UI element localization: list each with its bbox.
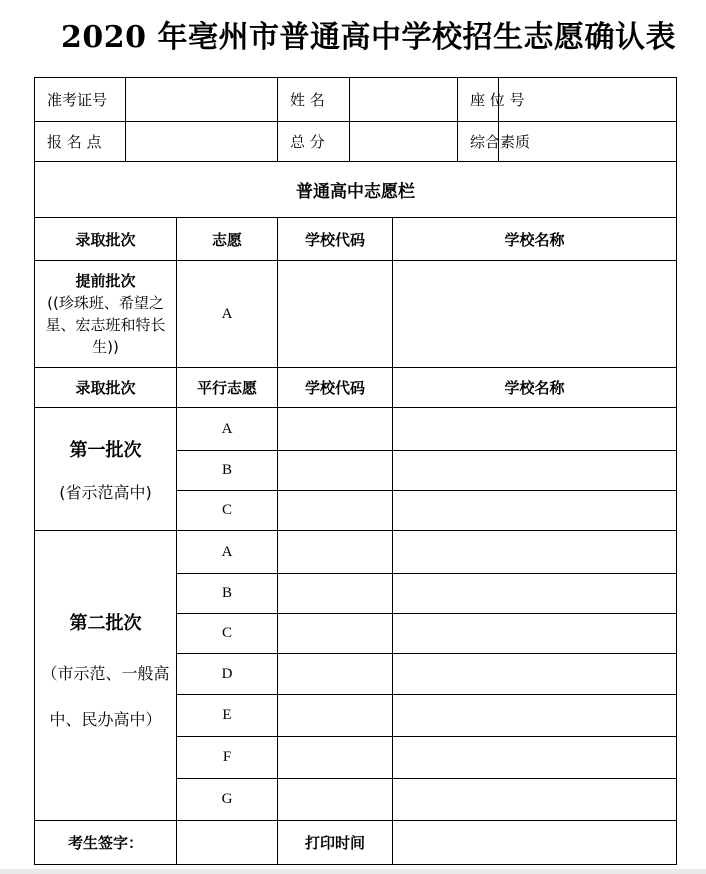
signature-label: 考生签字： — [35, 821, 177, 865]
header-school-name: 学校名称 — [393, 218, 677, 261]
header-batch: 录取批次 — [35, 218, 177, 261]
section-title-row — [35, 162, 677, 218]
seat-label: 座 位 号 — [458, 78, 499, 122]
header-row-2 — [35, 368, 677, 408]
second-batch-school-name[interactable] — [393, 531, 677, 574]
confirmation-form-table — [34, 77, 677, 865]
total-score-value[interactable] — [350, 122, 458, 162]
early-batch-cell — [35, 261, 177, 368]
info-row-1 — [35, 78, 677, 122]
second-batch-school-name[interactable] — [393, 574, 677, 614]
second-batch-choice: E — [177, 695, 278, 737]
early-batch-school-code[interactable] — [278, 261, 393, 368]
header2-school-name: 学校名称 — [393, 368, 677, 408]
seat-value[interactable] — [499, 78, 677, 122]
header-school-code: 学校代码 — [278, 218, 393, 261]
early-batch-name: 提前批次 — [75, 272, 136, 290]
second-batch-row-a — [35, 531, 677, 574]
second-batch-school-name[interactable] — [393, 695, 677, 737]
second-batch-choice: G — [177, 779, 278, 821]
second-batch-cell — [35, 531, 177, 821]
early-batch-school-name[interactable] — [393, 261, 677, 368]
header2-choice: 平行志愿 — [177, 368, 278, 408]
info-row-2 — [35, 122, 677, 162]
first-batch-choice: A — [177, 408, 278, 451]
quality-label: 综合素质 — [458, 122, 499, 162]
second-batch-choice: F — [177, 737, 278, 779]
first-batch-school-name[interactable] — [393, 491, 677, 531]
exam-number-label: 准考证号 — [35, 78, 126, 122]
second-batch-school-code[interactable] — [278, 654, 393, 695]
page-title: 2020 年亳州市普通高中学校招生志愿确认表 — [61, 20, 676, 55]
first-batch-note: (省示范高中) — [59, 482, 152, 502]
second-batch-school-code[interactable] — [278, 531, 393, 574]
first-batch-school-code[interactable] — [278, 491, 393, 531]
second-batch-school-code[interactable] — [278, 614, 393, 654]
second-batch-school-name[interactable] — [393, 614, 677, 654]
early-batch-row — [35, 261, 677, 368]
header-choice: 志愿 — [177, 218, 278, 261]
registration-site-value[interactable] — [126, 122, 278, 162]
bottom-edge — [0, 869, 706, 874]
first-batch-school-name[interactable] — [393, 408, 677, 451]
first-batch-school-name[interactable] — [393, 451, 677, 491]
first-batch-cell — [35, 408, 177, 531]
first-batch-choice: B — [177, 451, 278, 491]
second-batch-choice: A — [177, 531, 278, 574]
name-value[interactable] — [350, 78, 458, 122]
first-batch-name: 第一批次 — [69, 439, 142, 461]
footer-row — [35, 821, 677, 865]
second-batch-name: 第二批次 — [69, 612, 142, 634]
print-time-value — [393, 821, 677, 865]
total-score-label: 总 分 — [278, 122, 350, 162]
first-batch-school-code[interactable] — [278, 451, 393, 491]
second-batch-school-name[interactable] — [393, 654, 677, 695]
early-batch-note: ((珍珠班、希望之星、宏志班和特长生)) — [45, 294, 166, 356]
second-batch-choice: D — [177, 654, 278, 695]
name-label: 姓 名 — [278, 78, 350, 122]
print-time-label: 打印时间 — [278, 821, 393, 865]
signature-value[interactable] — [177, 821, 278, 865]
first-batch-row-a — [35, 408, 677, 451]
second-batch-school-code[interactable] — [278, 737, 393, 779]
second-batch-school-name[interactable] — [393, 737, 677, 779]
first-batch-school-code[interactable] — [278, 408, 393, 451]
header-row-1 — [35, 218, 677, 261]
exam-number-value[interactable] — [126, 78, 278, 122]
header2-batch: 录取批次 — [35, 368, 177, 408]
second-batch-school-code[interactable] — [278, 779, 393, 821]
second-batch-school-code[interactable] — [278, 574, 393, 614]
header2-school-code: 学校代码 — [278, 368, 393, 408]
second-batch-choice: C — [177, 614, 278, 654]
early-batch-choice: A — [177, 261, 278, 368]
section-title: 普通高中志愿栏 — [35, 162, 677, 218]
second-batch-school-code[interactable] — [278, 695, 393, 737]
registration-site-label: 报 名 点 — [35, 122, 126, 162]
first-batch-choice: C — [177, 491, 278, 531]
second-batch-note: （市示范、一般高中、民办高中） — [41, 663, 170, 729]
second-batch-choice: B — [177, 574, 278, 614]
second-batch-school-name[interactable] — [393, 779, 677, 821]
